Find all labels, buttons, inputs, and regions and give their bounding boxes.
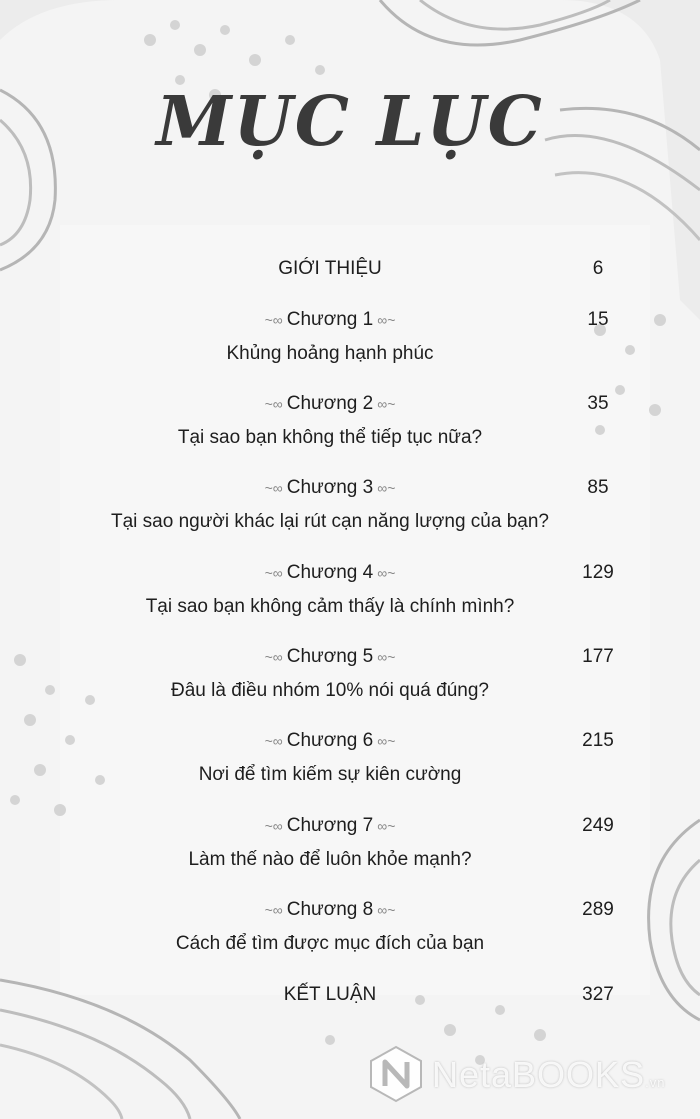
flourish-right-icon: ∞~ bbox=[377, 395, 396, 412]
flourish-left-icon: ~∞ bbox=[264, 732, 283, 749]
page-title: MỤC LỤC bbox=[156, 82, 544, 162]
toc-entry-chapter-1-title: ~∞ Chương 1 ∞~ bbox=[264, 309, 396, 330]
toc-entry-intro-page: 6 bbox=[592, 258, 604, 279]
flourish-right-icon: ∞~ bbox=[377, 479, 396, 496]
flourish-right-icon: ∞~ bbox=[377, 817, 396, 834]
toc-entry-chapter-2-page: 35 bbox=[587, 393, 609, 414]
toc-entry-chapter-5-title: ~∞ Chương 5 ∞~ bbox=[264, 646, 396, 667]
flourish-right-icon: ∞~ bbox=[377, 564, 396, 581]
toc-entry-chapter-6-subtitle: Nơi để tìm kiếm sự kiên cường bbox=[198, 764, 462, 785]
toc-entry-chapter-7-page: 249 bbox=[582, 815, 614, 836]
flourish-left-icon: ~∞ bbox=[264, 311, 283, 328]
toc-entry-chapter-1-subtitle: Khủng hoảng hạnh phúc bbox=[226, 343, 434, 364]
toc-entry-chapter-8-title: ~∞ Chương 8 ∞~ bbox=[264, 899, 396, 920]
toc-entry-chapter-6-page: 215 bbox=[582, 730, 614, 751]
n-logo-icon bbox=[366, 1044, 426, 1104]
toc-entry-chapter-2-title: ~∞ Chương 2 ∞~ bbox=[264, 393, 396, 414]
brand-watermark bbox=[364, 1042, 700, 1108]
flourish-left-icon: ~∞ bbox=[264, 479, 283, 496]
toc-entry-chapter-5-subtitle: Đâu là điều nhóm 10% nói quá đúng? bbox=[171, 680, 489, 701]
toc-entry-chapter-4-title: ~∞ Chương 4 ∞~ bbox=[264, 562, 396, 583]
toc-entry-intro-title: GIỚI THIỆU bbox=[278, 258, 382, 279]
toc-entry-chapter-3-title: ~∞ Chương 3 ∞~ bbox=[264, 477, 396, 498]
toc-entry-chapter-4-subtitle: Tại sao bạn không cảm thấy là chính mình? bbox=[145, 596, 515, 617]
flourish-left-icon: ~∞ bbox=[264, 817, 283, 834]
toc-entry-chapter-3-page: 85 bbox=[587, 477, 609, 498]
toc-entry-chapter-8-page: 289 bbox=[582, 899, 614, 920]
toc-entry-chapter-8-subtitle: Cách để tìm được mục đích của bạn bbox=[175, 933, 485, 954]
flourish-right-icon: ∞~ bbox=[377, 732, 396, 749]
toc-entry-conclusion-title: KẾT LUẬN bbox=[283, 984, 377, 1005]
toc-entry-chapter-5-page: 177 bbox=[582, 646, 614, 667]
toc-entry-conclusion-page: 327 bbox=[582, 984, 614, 1005]
toc-entry-chapter-1-page: 15 bbox=[587, 309, 609, 330]
flourish-right-icon: ∞~ bbox=[377, 648, 396, 665]
toc-entry-chapter-2-subtitle: Tại sao bạn không thể tiếp tục nữa? bbox=[177, 427, 483, 448]
toc-entry-chapter-6-title: ~∞ Chương 6 ∞~ bbox=[264, 730, 396, 751]
brand-name: NetaBOOKS.vn bbox=[432, 1054, 666, 1095]
flourish-right-icon: ∞~ bbox=[377, 311, 396, 328]
toc-entry-chapter-4-page: 129 bbox=[582, 562, 614, 583]
toc-entry-chapter-3-subtitle: Tại sao người khác lại rút cạn năng lượng của bạn? bbox=[110, 511, 549, 532]
flourish-right-icon: ∞~ bbox=[377, 901, 396, 918]
flourish-left-icon: ~∞ bbox=[264, 564, 283, 581]
flourish-left-icon: ~∞ bbox=[264, 648, 283, 665]
flourish-left-icon: ~∞ bbox=[264, 395, 283, 412]
flourish-left-icon: ~∞ bbox=[264, 901, 283, 918]
toc-entry-chapter-7-title: ~∞ Chương 7 ∞~ bbox=[264, 815, 396, 836]
toc-entry-chapter-7-subtitle: Làm thế nào để luôn khỏe mạnh? bbox=[188, 849, 472, 870]
